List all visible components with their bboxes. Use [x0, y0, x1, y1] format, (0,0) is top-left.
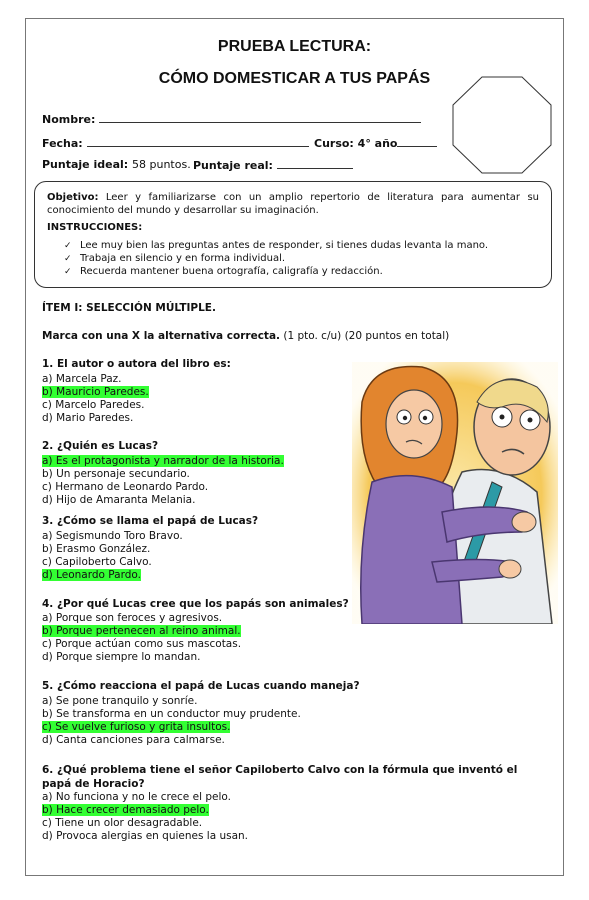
- option-4c[interactable]: c) Porque actúan como sus mascotas.: [42, 638, 242, 650]
- check-icon: ✓: [64, 254, 72, 264]
- option-6b[interactable]: b) Hace crecer demasiado pelo.: [42, 804, 209, 816]
- instruction-item: ✓ Lee muy bien las preguntas antes de responder, si tienes dudas levanta la mano.: [64, 240, 489, 251]
- question-5: 5. ¿Cómo reacciona el papá de Lucas cuando maneja?: [42, 680, 360, 692]
- option-5c[interactable]: c) Se vuelve furioso y grita insultos.: [42, 721, 231, 733]
- score-ideal-field: [42, 158, 191, 171]
- check-icon: ✓: [64, 241, 72, 251]
- option-1b[interactable]: b) Mauricio Paredes.: [42, 386, 149, 398]
- course-blank[interactable]: [397, 136, 437, 147]
- name-blank[interactable]: [99, 112, 421, 123]
- option-3c[interactable]: c) Capiloberto Calvo.: [42, 556, 152, 568]
- option-4a[interactable]: a) Porque son feroces y agresivos.: [42, 612, 223, 624]
- option-4b[interactable]: b) Porque pertenecen al reino animal.: [42, 625, 241, 637]
- option-2c[interactable]: c) Hermano de Leonardo Pardo.: [42, 481, 209, 493]
- score-real-field: [193, 158, 353, 172]
- objective-label: Objetivo:: [47, 192, 99, 203]
- score-real-blank[interactable]: [277, 158, 353, 169]
- main-instruction: Marca con una X la alternativa correcta. (1 pto. c/u) (20 puntos en total): [42, 330, 450, 342]
- instruction-item: ✓ Trabaja en silencio y en forma individual.: [64, 253, 286, 264]
- option-6d[interactable]: d) Provoca alergias en quienes la usan.: [42, 830, 249, 842]
- option-2a[interactable]: a) Es el protagonista y narrador de la historia.: [42, 455, 284, 467]
- question-1: 1. El autor o autora del libro es:: [42, 358, 231, 370]
- question-6: 6. ¿Qué problema tiene el señor Capiloberto Calvo con la fórmula que inventó el papá de Horacio?: [42, 764, 518, 790]
- option-5d[interactable]: d) Canta canciones para calmarse.: [42, 734, 225, 746]
- option-1d[interactable]: d) Mario Paredes.: [42, 412, 134, 424]
- option-6a[interactable]: a) No funciona y no le crece el pelo.: [42, 791, 231, 803]
- score-real-label: Puntaje real:: [193, 159, 273, 172]
- option-6c[interactable]: c) Tiene un olor desagradable.: [42, 817, 203, 829]
- title-line-2: CÓMO DOMESTICAR A TUS PAPÁS: [158, 70, 431, 87]
- date-field: [42, 136, 309, 150]
- option-5a[interactable]: a) Se pone tranquilo y sonríe.: [42, 695, 198, 707]
- score-ideal-label: Puntaje ideal:: [42, 158, 129, 171]
- item-title: ÍTEM I: SELECCIÓN MÚLTIPLE.: [42, 302, 216, 314]
- question-3: 3. ¿Cómo se llama el papá de Lucas?: [42, 515, 259, 527]
- question-2: 2. ¿Quién es Lucas?: [42, 440, 159, 452]
- option-5b[interactable]: b) Se transforma en un conductor muy prudente.: [42, 708, 301, 720]
- option-3b[interactable]: b) Erasmo González.: [42, 543, 151, 555]
- score-ideal-value: 58 puntos.: [132, 158, 191, 171]
- objective-body: Leer y familiarizarse con un amplio repertorio de literatura para aumentar su conocimiento del mundo y desarrollar su imaginación.: [47, 192, 539, 216]
- score-octagon: [452, 76, 552, 174]
- date-label: Fecha:: [42, 137, 83, 150]
- course-label: Curso: 4° año: [314, 137, 398, 150]
- option-1a[interactable]: a) Marcela Paz.: [42, 373, 122, 385]
- illustration-hug: [352, 362, 558, 624]
- objective-text: [47, 191, 539, 217]
- title-line-1: PRUEBA LECTURA:: [217, 38, 372, 55]
- name-label: Nombre:: [42, 113, 96, 126]
- instruction-item: ✓ Recuerda mantener buena ortografía, caligrafía y redacción.: [64, 266, 383, 277]
- option-4d[interactable]: d) Porque siempre lo mandan.: [42, 651, 201, 663]
- course-field: [314, 136, 437, 150]
- option-3d[interactable]: d) Leonardo Pardo.: [42, 569, 141, 581]
- option-1c[interactable]: c) Marcelo Paredes.: [42, 399, 145, 411]
- date-blank[interactable]: [87, 136, 309, 147]
- name-field: [42, 112, 421, 126]
- option-3a[interactable]: a) Segismundo Toro Bravo.: [42, 530, 183, 542]
- question-4: 4. ¿Por qué Lucas cree que los papás son animales?: [42, 598, 349, 610]
- option-2b[interactable]: b) Un personaje secundario.: [42, 468, 190, 480]
- instructions-title: INSTRUCCIONES:: [47, 222, 143, 233]
- check-icon: ✓: [64, 267, 72, 277]
- option-2d[interactable]: d) Hijo de Amaranta Melania.: [42, 494, 196, 506]
